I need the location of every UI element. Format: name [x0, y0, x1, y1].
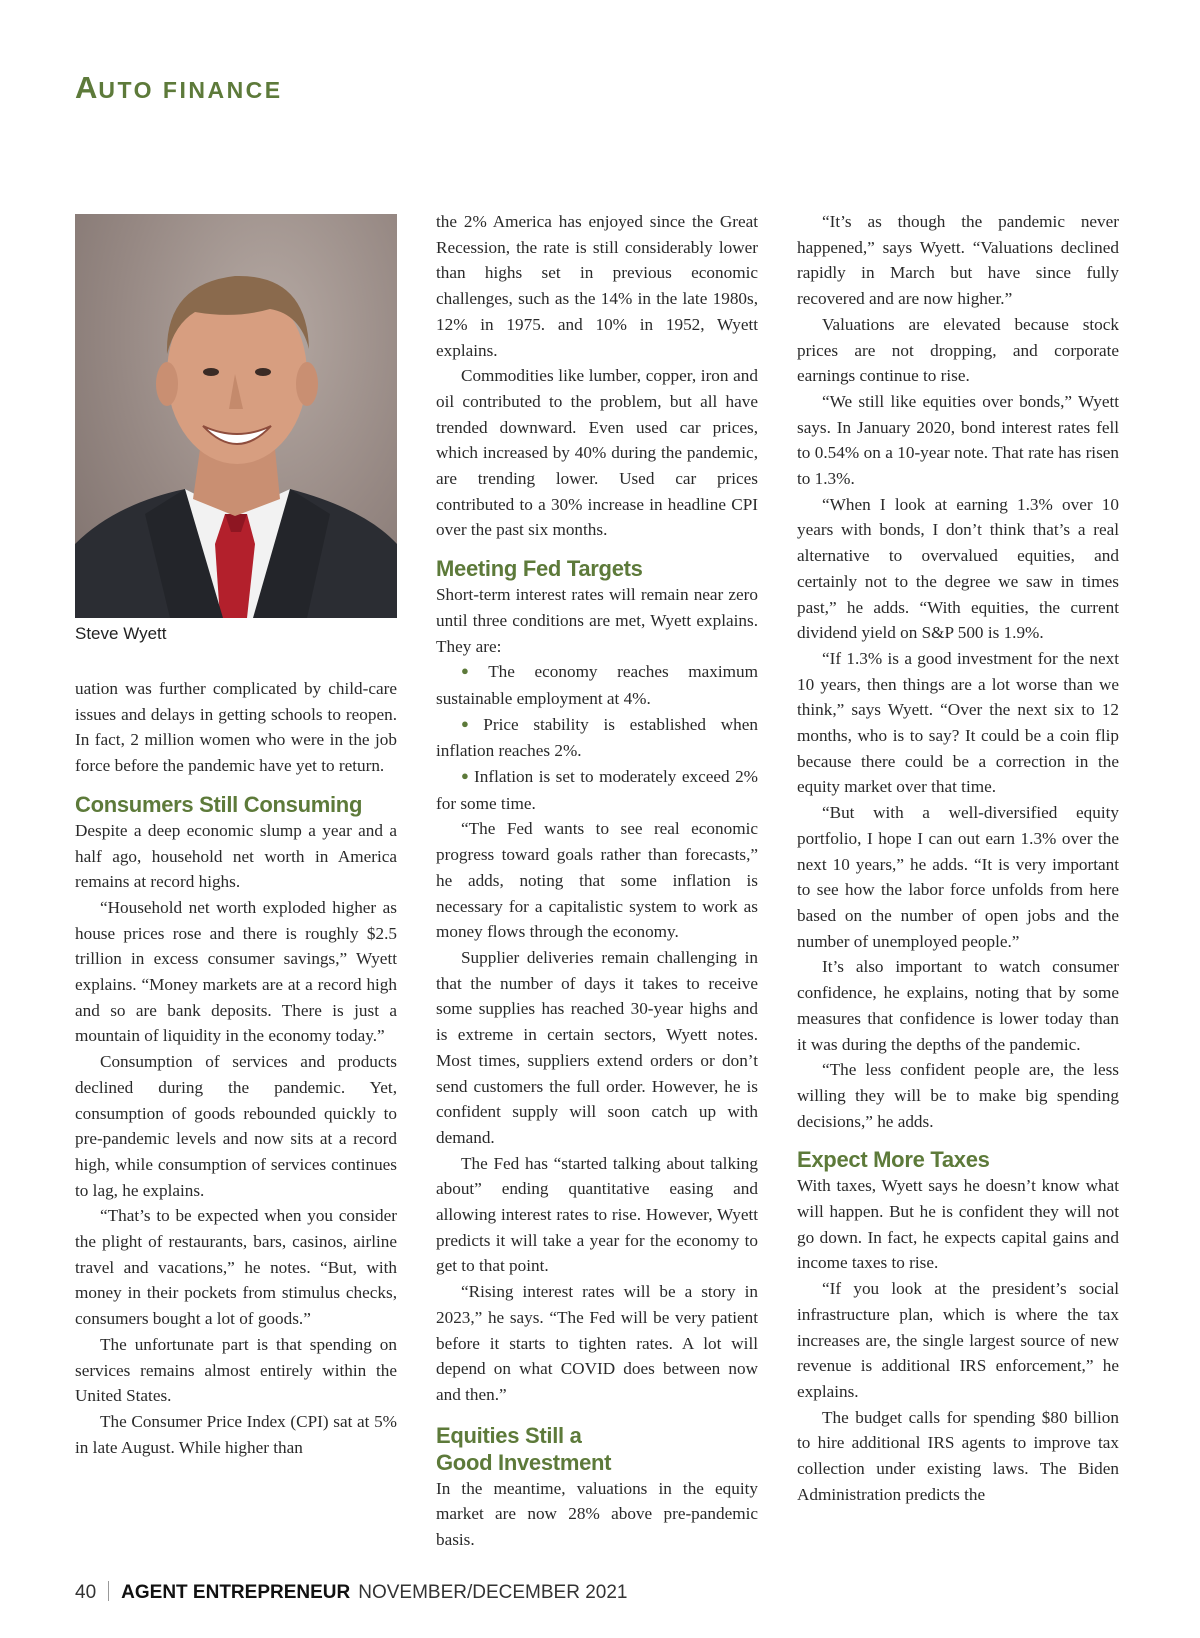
paragraph: The unfortunate part is that spending on services remains almost entirely within the United States.: [75, 1334, 397, 1406]
paragraph: “If you look at the president’s social infrastructure plan, which is where the tax increases are, the single largest source of new revenue is additional IRS enforcement,” he explains.: [797, 1279, 1119, 1401]
paragraph: Despite a deep economic slump a year and a half ago, household net worth in America remains at record highs.: [75, 820, 397, 892]
section-header-text: UTO FINANCE: [98, 77, 283, 103]
footer-divider: [108, 1581, 109, 1601]
page-footer: [75, 1581, 627, 1604]
portrait-illustration: [75, 214, 397, 618]
paragraph: uation was further complicated by child-care issues and delays in getting schools to reopen. In fact, 2 million women who were in the job force before the pandemic have yet to return.: [75, 679, 397, 776]
paragraph: “Rising interest rates will be a story in 2023,” he says. “The Fed will be very patient before it starts to tighten rates. A lot will depend on what COVID does between now and then.”: [436, 1282, 758, 1404]
column-1: [75, 676, 397, 1460]
page-number: 40: [75, 1582, 97, 1603]
section-header-initial: A: [75, 70, 99, 105]
paragraph: Valuations are elevated because stock prices are not dropping, and corporate earnings continue to rise.: [797, 314, 1119, 386]
subheading-taxes: Expect More Taxes: [797, 1147, 990, 1173]
paragraph: It’s also important to watch consumer confidence, he explains, noting that by some measures that confidence is lower today than it was during the depths of the pandemic.: [797, 957, 1119, 1054]
bullet-icon: ●: [461, 715, 480, 731]
column-3: [797, 209, 1119, 1507]
paragraph: “The less confident people are, the less willing they will be to make big spending decisions,” he adds.: [797, 1060, 1119, 1131]
magazine-name: AGENT ENTREPRENEUR: [121, 1582, 351, 1603]
paragraph: “If 1.3% is a good investment for the next 10 years, then things are a lot worse than we think,” says Wyett. “Over the next six to 12 months, who is to say? It could be a coin flip because there could be a correction in the equity market over that time.: [797, 648, 1119, 797]
paragraph: The Fed has “started talking about talking about” ending quantitative easing and allowing interest rates to rise. However, Wyett predicts it will take a year for the economy to get to that point.: [436, 1153, 758, 1276]
paragraph: Commodities like lumber, copper, iron and oil contributed to the problem, but all have trended downward. Even used car prices, which increased by 40% during the pandemic, are trending lower. Used car prices contributed to a 30% increase in headline CPI over the past six months.: [436, 366, 758, 540]
subheading-equities: Equities Still a Good Investment: [436, 1422, 612, 1475]
subheading-fed-targets: Meeting Fed Targets: [436, 556, 643, 582]
bullet-item: ● Inflation is set to moderately exceed 2% for some time.: [436, 767, 758, 813]
column-2: [436, 209, 758, 1553]
paragraph: The budget calls for spending $80 billion to hire additional IRS agents to improve tax collection under existing laws. The Biden Administration predicts the: [797, 1407, 1119, 1504]
paragraph: Short-term interest rates will remain near zero until three conditions are met, Wyett explains. They are:: [436, 585, 758, 656]
paragraph: the 2% America has enjoyed since the Great Recession, the rate is still considerably lower than highs set in previous economic challenges, such as the 14% in the late 1980s, 12% in 1975. and 10% in 1952, Wyett explains.: [436, 212, 758, 360]
paragraph: Supplier deliveries remain challenging in that the number of days it takes to receive some supplies has reached 30-year highs and is extreme in certain sectors, Wyett notes. Most times, suppliers extend orders or don’t send customers the full order. However, he is confident supply will soon catch up with demand.: [436, 947, 758, 1147]
paragraph: In the meantime, valuations in the equity market are now 28% above pre-pandemic basis.: [436, 1478, 758, 1550]
paragraph: With taxes, Wyett says he doesn’t know what will happen. But he is confident they will not go down. In fact, he expects capital gains and income taxes to rise.: [797, 1176, 1119, 1273]
bullet-item: ● The economy reaches maximum sustainable employment at 4%.: [436, 662, 758, 708]
paragraph: “The Fed wants to see real economic progress toward goals rather than forecasts,” he adds, noting that some inflation is necessary for a capitalistic system to work as money flows through the economy.: [436, 819, 758, 942]
paragraph: “Household net worth exploded higher as house prices rose and there is roughly $2.5 trillion in excess consumer savings,” Wyett explains. “Money markets are at a record high and so are bank deposits. There is just a mountain of liquidity in the economy today.”: [75, 897, 397, 1046]
paragraph: The Consumer Price Index (CPI) sat at 5% in late August. While higher than: [75, 1411, 397, 1457]
paragraph: “We still like equities over bonds,” Wyett says. In January 2020, bond interest rates fell to 0.54% on a 10-year note. That rate has risen to 1.3%.: [797, 391, 1119, 489]
bullet-icon: ●: [461, 663, 485, 679]
subheading-consumers: Consumers Still Consuming: [75, 791, 363, 817]
section-header: [75, 70, 283, 106]
paragraph: “That’s to be expected when you consider the plight of restaurants, bars, casinos, airline travel and vacations,” he notes. “But, with money in their pockets from stimulus checks, consumers bought a lot of goods.”: [75, 1206, 397, 1329]
issue-date: NOVEMBER/DECEMBER 2021: [358, 1582, 628, 1603]
bullet-icon: ●: [461, 768, 471, 784]
bullet-item: ● Price stability is established when inflation reaches 2%.: [436, 714, 758, 761]
portrait-photo: [75, 214, 397, 618]
paragraph: “But with a well-diversified equity portfolio, I hope I can out earn 1.3% over the next 10 years,” he adds. “It is very important to see how the labor force unfolds from here based on the number of open jobs and the number of unemployed people.”: [797, 803, 1119, 951]
photo-caption: Steve Wyett: [75, 624, 167, 643]
paragraph: “It’s as though the pandemic never happened,” says Wyett. “Valuations declined rapidly in March but have since fully recovered and are now higher.”: [797, 212, 1119, 309]
paragraph: Consumption of services and products declined during the pandemic. Yet, consumption of goods rebounded quickly to pre-pandemic levels and now sits at a record high, while consumption of services continues to lag, he explains.: [75, 1052, 397, 1200]
paragraph: “When I look at earning 1.3% over 10 years with bonds, I don’t think that’s a real alternative to overvalued equities, and certainly not to the degree we saw in times past,” he adds. “With equities, the current dividend yield on S&P 500 is 1.9%.: [797, 494, 1119, 643]
